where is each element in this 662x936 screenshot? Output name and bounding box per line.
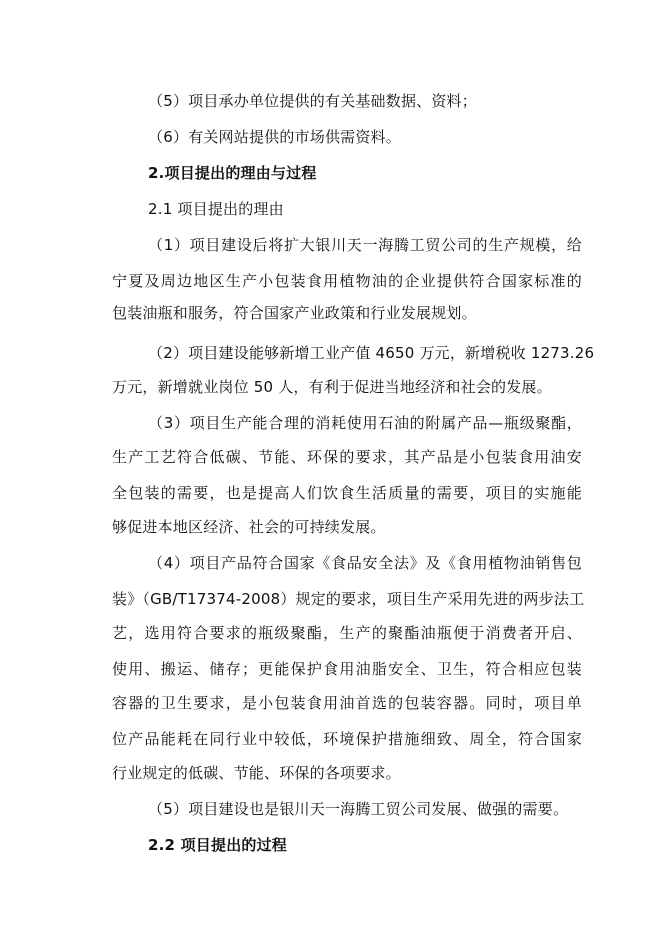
- reason-1-line-1: （1）项目建设后将扩大银川天一海腾工贸公司的生产规模，给: [148, 236, 582, 254]
- reason-4-line-6: 位产品能耗在同行业中较低，环境保护措施细致、周全，符合国家: [112, 730, 582, 748]
- section-heading-2: 2.项目提出的理由与过程: [148, 164, 317, 182]
- reason-4-line-3: 艺，选用符合要求的瓶级聚酯，生产的聚酯油瓶便于消费者开启、: [112, 624, 582, 642]
- subsection-heading-2-1: 2.1 项目提出的理由: [148, 200, 284, 218]
- reason-4-line-4: 使用、搬运、储存；更能保护食用油脂安全、卫生，符合相应包装: [112, 660, 582, 678]
- list-item-source-6: （6）有关网站提供的市场供需资料。: [148, 128, 401, 146]
- reason-3-line-1: （3）项目生产能合理的消耗使用石油的附属产品—瓶级聚酯，: [148, 414, 582, 432]
- reason-3-line-4: 够促进本地区经济、社会的可持续发展。: [112, 518, 386, 536]
- subsection-heading-2-2: 2.2 项目提出的过程: [148, 836, 287, 854]
- reason-3-line-3: 全包装的需要，也是提高人们饮食生活质量的需要，项目的实施能: [112, 484, 582, 502]
- reason-5-line-1: （5）项目建设也是银川天一海腾工贸公司发展、做强的需要。: [148, 800, 569, 818]
- reason-4-line-5: 容器的卫生要求，是小包装食用油首选的包装容器。同时，项目单: [112, 694, 582, 712]
- reason-3-line-2: 生产工艺符合低碳、节能、环保的要求，其产品是小包装食用油安: [112, 448, 582, 466]
- reason-2-line-2: 万元，新增就业岗位 50 人，有利于促进当地经济和社会的发展。: [112, 378, 552, 396]
- reason-1-line-3: 包装油瓶和服务，符合国家产业政策和行业发展规划。: [112, 304, 477, 322]
- list-item-source-5: （5）项目承办单位提供的有关基础数据、资料；: [148, 92, 477, 110]
- reason-4-line-7: 行业规定的低碳、节能、环保的各项要求。: [112, 764, 401, 782]
- reason-4-line-2: 装》（GB/T17374-2008）规定的要求，项目生产采用先进的两步法工: [112, 590, 585, 608]
- reason-4-line-1: （4）项目产品符合国家《食品安全法》及《食用植物油销售包: [148, 554, 582, 572]
- reason-2-line-1: （2）项目建设能够新增工业产值 4650 万元，新增税收 1273.26: [148, 344, 595, 362]
- reason-1-line-2: 宁夏及周边地区生产小包装食用植物油的企业提供符合国家标准的: [112, 272, 582, 290]
